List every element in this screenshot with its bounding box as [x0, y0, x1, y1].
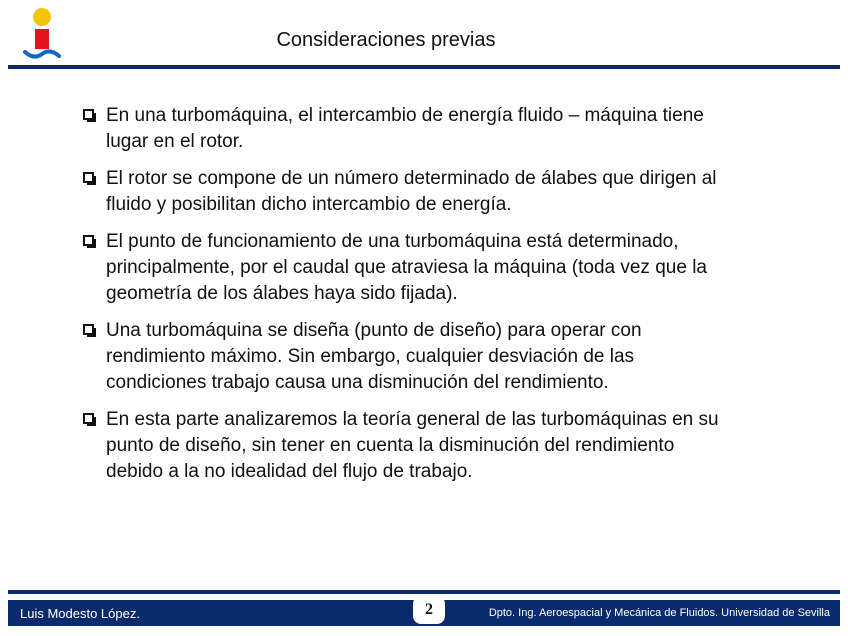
header-divider — [8, 65, 840, 69]
bullet-text-line: punto de diseño, sin tener en cuenta la disminución del rendimiento — [106, 435, 675, 456]
checkbox-bullet-icon — [83, 172, 94, 183]
bullet-text-line: geometría de los álabes haya sido fijada). — [106, 283, 458, 304]
bullet-item — [80, 229, 780, 307]
footer-author: Luis Modesto López. — [20, 606, 140, 621]
footer-bar — [8, 600, 840, 626]
footer-divider — [8, 590, 840, 594]
bullet-item — [80, 166, 780, 218]
checkbox-bullet-icon — [83, 109, 94, 120]
bullet-text-line: lugar en el rotor. — [106, 131, 244, 152]
page-number: 2 — [413, 596, 445, 624]
bullet-text-line: principalmente, por el caudal que atraviesa la máquina (toda vez que la — [106, 257, 707, 278]
bullet-text-line: En una turbomáquina, el intercambio de energía fluido – máquina tiene — [106, 105, 704, 126]
bullet-text-line: El punto de funcionamiento de una turbomáquina está determinado, — [106, 231, 679, 252]
bullet-text-line: fluido y posibilitan dicho intercambio de energía. — [106, 194, 512, 215]
checkbox-bullet-icon — [83, 413, 94, 424]
bullet-text-line: El rotor se compone de un número determinado de álabes que dirigen al — [106, 168, 717, 189]
page-title: Consideraciones previas — [276, 29, 496, 51]
checkbox-bullet-icon — [83, 235, 94, 246]
checkbox-bullet-icon — [83, 324, 94, 335]
bullet-text-line: Una turbomáquina se diseña (punto de diseño) para operar con — [106, 320, 642, 341]
bullet-item — [80, 103, 780, 155]
footer-department: Dpto. Ing. Aeroespacial y Mecánica de Fluidos. Universidad de Sevilla — [488, 607, 830, 619]
bullet-text-line: rendimiento máximo. Sin embargo, cualquier desviación de las — [106, 346, 635, 367]
bullet-item — [80, 407, 780, 485]
bullet-text-line: debido a la no idealidad del flujo de trabajo. — [106, 461, 473, 482]
bullet-item — [80, 318, 780, 396]
bullet-text-line: En esta parte analizaremos la teoría general de las turbomáquinas en su — [106, 409, 719, 430]
bullet-text-line: condiciones trabajo causa una disminución del rendimiento. — [106, 372, 609, 393]
bullet-list — [80, 103, 780, 496]
